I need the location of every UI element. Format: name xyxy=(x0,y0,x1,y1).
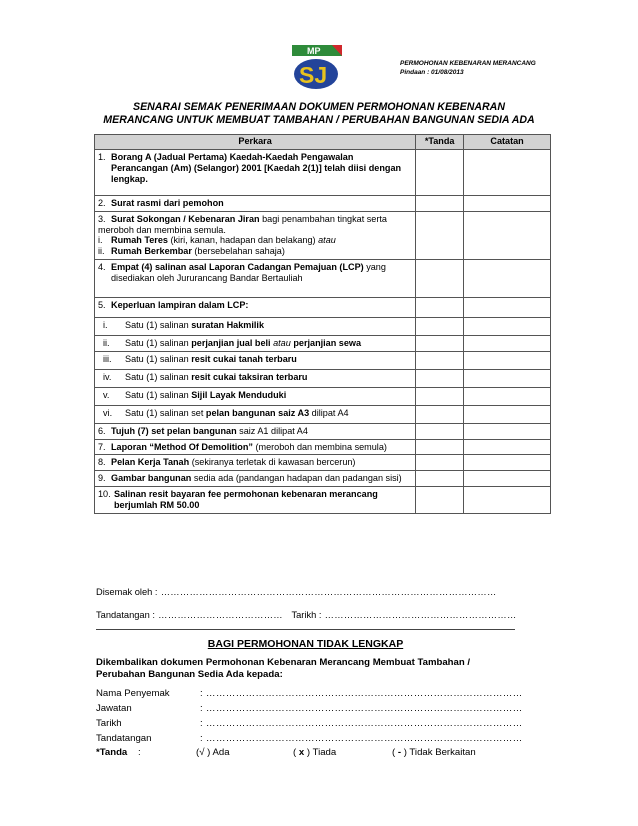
table-row xyxy=(95,259,551,297)
form-name: PERMOHONAN KEBENARAN MERANCANG xyxy=(400,60,536,67)
mark-cell[interactable] xyxy=(416,317,464,335)
note-cell[interactable] xyxy=(464,423,551,439)
signature-field[interactable]: : ………………………………… xyxy=(152,610,283,620)
table-row xyxy=(95,351,551,369)
mark-cell[interactable] xyxy=(416,369,464,387)
mark-cell[interactable] xyxy=(416,471,464,487)
mark-cell[interactable] xyxy=(416,387,464,405)
mark-cell[interactable] xyxy=(416,351,464,369)
mark-cell[interactable] xyxy=(416,211,464,259)
item-cell: 1. Borang A (Jadual Pertama) Kaedah-Kaedah Pengawalan Perancangan (Am) (Selangor) 2001 [Kaedah 2(1)] telah diisi dengan lengkap. xyxy=(95,150,416,196)
table-row xyxy=(95,405,551,423)
mark-cell[interactable] xyxy=(416,405,464,423)
logo-main-text: SJ xyxy=(299,62,328,88)
item-cell: i. Satu (1) salinan suratan Hakmilik xyxy=(95,317,416,335)
item-cell: ii. Satu (1) salinan perjanjian jual beli atau perjanjian sewa xyxy=(95,335,416,351)
table-row xyxy=(95,297,551,317)
note-cell[interactable] xyxy=(464,196,551,212)
header-note: Catatan xyxy=(464,135,551,150)
header-item: Perkara xyxy=(95,135,416,150)
item-cell: 8. Pelan Kerja Tanah (sekiranya terletak di kawasan bercerun) xyxy=(95,455,416,471)
incomplete-section-title: BAGI PERMOHONAN TIDAK LENGKAP xyxy=(207,638,404,650)
reviewer-name-field[interactable]: : …………………………………………………………………………………… xyxy=(200,688,523,699)
table-row xyxy=(95,423,551,439)
header-mark: *Tanda xyxy=(416,135,464,150)
table-row xyxy=(95,439,551,455)
mark-cell[interactable] xyxy=(416,423,464,439)
note-cell[interactable] xyxy=(464,351,551,369)
note-cell[interactable] xyxy=(464,317,551,335)
mpsj-logo xyxy=(292,45,344,90)
mark-cell[interactable] xyxy=(416,297,464,317)
logo-top-text: MP xyxy=(307,46,321,56)
item-cell: 6. Tujuh (7) set pelan bangunan saiz A1 dilipat A4 xyxy=(95,423,416,439)
item-cell: iv. Satu (1) salinan resit cukai taksiran terbaru xyxy=(95,369,416,387)
position-field[interactable]: : …………………………………………………………………………………… xyxy=(200,703,523,714)
table-row xyxy=(95,455,551,471)
note-cell[interactable] xyxy=(464,369,551,387)
item-cell: 10. Salinan resit bayaran fee permohonan kebenaran merancang berjumlah RM 50.00 xyxy=(95,486,416,513)
legend-colon: : xyxy=(138,747,141,758)
table-header-row xyxy=(95,135,551,150)
title-line-2: MERANCANG UNTUK MEMBUAT TAMBAHAN / PERUBAHAN BANGUNAN SEDIA ADA xyxy=(103,113,535,126)
legend-no: ( x ) Tiada xyxy=(293,747,337,758)
item-cell: 7. Laporan “Method Of Demolition” (meroboh dan membina semula) xyxy=(95,439,416,455)
checked-by-label: Disemak oleh xyxy=(96,587,153,597)
item-cell: v. Satu (1) salinan Sijil Layak Menduduki xyxy=(95,387,416,405)
return-signature-label: Tandatangan xyxy=(96,733,152,744)
position-label: Jawatan xyxy=(96,703,132,714)
note-cell[interactable] xyxy=(464,486,551,513)
note-cell[interactable] xyxy=(464,471,551,487)
note-cell[interactable] xyxy=(464,405,551,423)
mark-cell[interactable] xyxy=(416,439,464,455)
checked-by-field[interactable]: : …………………………………………………………………………………………… xyxy=(154,587,497,597)
note-cell[interactable] xyxy=(464,259,551,297)
note-cell[interactable] xyxy=(464,211,551,259)
item-cell: 4. Empat (4) salinan asal Laporan Cadangan Pemajuan (LCP) yang disediakan oleh Jururancang Bandar Bertauliah xyxy=(95,259,416,297)
note-cell[interactable] xyxy=(464,387,551,405)
table-row xyxy=(95,387,551,405)
mark-cell[interactable] xyxy=(416,196,464,212)
legend-label: *Tanda xyxy=(96,747,128,758)
note-cell[interactable] xyxy=(464,439,551,455)
item-cell: 9. Gambar bangunan sedia ada (pandangan hadapan dan padangan sisi) xyxy=(95,471,416,487)
legend-yes: (√ ) Ada xyxy=(196,747,230,758)
returned-line-1: Dikembalikan dokumen Permohonan Kebenaran Merancang Membuat Tambahan / xyxy=(96,657,471,668)
signature-line xyxy=(96,610,517,620)
divider xyxy=(96,629,515,630)
table-row xyxy=(95,211,551,259)
mark-cell[interactable] xyxy=(416,150,464,196)
table-row xyxy=(95,335,551,351)
mark-cell[interactable] xyxy=(416,455,464,471)
item-cell: iii. Satu (1) salinan resit cukai tanah terbaru xyxy=(95,351,416,369)
return-date-label: Tarikh xyxy=(96,718,122,729)
return-signature-field[interactable]: : …………………………………………………………………………………… xyxy=(200,733,523,744)
note-cell[interactable] xyxy=(464,297,551,317)
legend-not-applicable: ( - ) Tidak Berkaitan xyxy=(392,747,476,758)
mark-cell[interactable] xyxy=(416,335,464,351)
document-title xyxy=(60,101,578,126)
note-cell[interactable] xyxy=(464,150,551,196)
item-cell: 5. Keperluan lampiran dalam LCP: xyxy=(95,297,416,317)
note-cell[interactable] xyxy=(464,335,551,351)
reviewer-name-label: Nama Penyemak xyxy=(96,688,170,699)
form-header xyxy=(400,59,536,77)
date-label: Tarikh xyxy=(291,610,317,620)
checklist-table xyxy=(94,134,551,514)
form-revision: Pindaan : 01/08/2013 xyxy=(400,69,464,76)
checked-by-line xyxy=(96,587,497,597)
table-row xyxy=(95,369,551,387)
item-cell: 3. Surat Sokongan / Kebenaran Jiran bagi penambahan tingkat serta meroboh dan membina semula. i. Rumah Teres (kiri, kanan, hadapan dan belakang) atau ii. Rumah Berkembar (bersebelahan sahaja) xyxy=(95,211,416,259)
table-row xyxy=(95,486,551,513)
returned-line-2: Perubahan Bangunan Sedia Ada kepada: xyxy=(96,669,283,680)
item-cell: vi. Satu (1) salinan set pelan bangunan saiz A3 dilipat A4 xyxy=(95,405,416,423)
signature-label: Tandatangan xyxy=(96,610,150,620)
table-row xyxy=(95,471,551,487)
mark-cell[interactable] xyxy=(416,259,464,297)
item-cell: 2. Surat rasmi dari pemohon xyxy=(95,196,416,212)
date-field[interactable]: : …………………………………………………… xyxy=(318,610,517,620)
table-row xyxy=(95,196,551,212)
table-row xyxy=(95,150,551,196)
return-date-field[interactable]: : …………………………………………………………………………………… xyxy=(200,718,523,729)
table-row xyxy=(95,317,551,335)
returned-statement xyxy=(96,657,546,681)
title-line-1: SENARAI SEMAK PENERIMAAN DOKUMEN PERMOHONAN KEBENARAN xyxy=(133,101,505,113)
mark-cell[interactable] xyxy=(416,486,464,513)
note-cell[interactable] xyxy=(464,455,551,471)
